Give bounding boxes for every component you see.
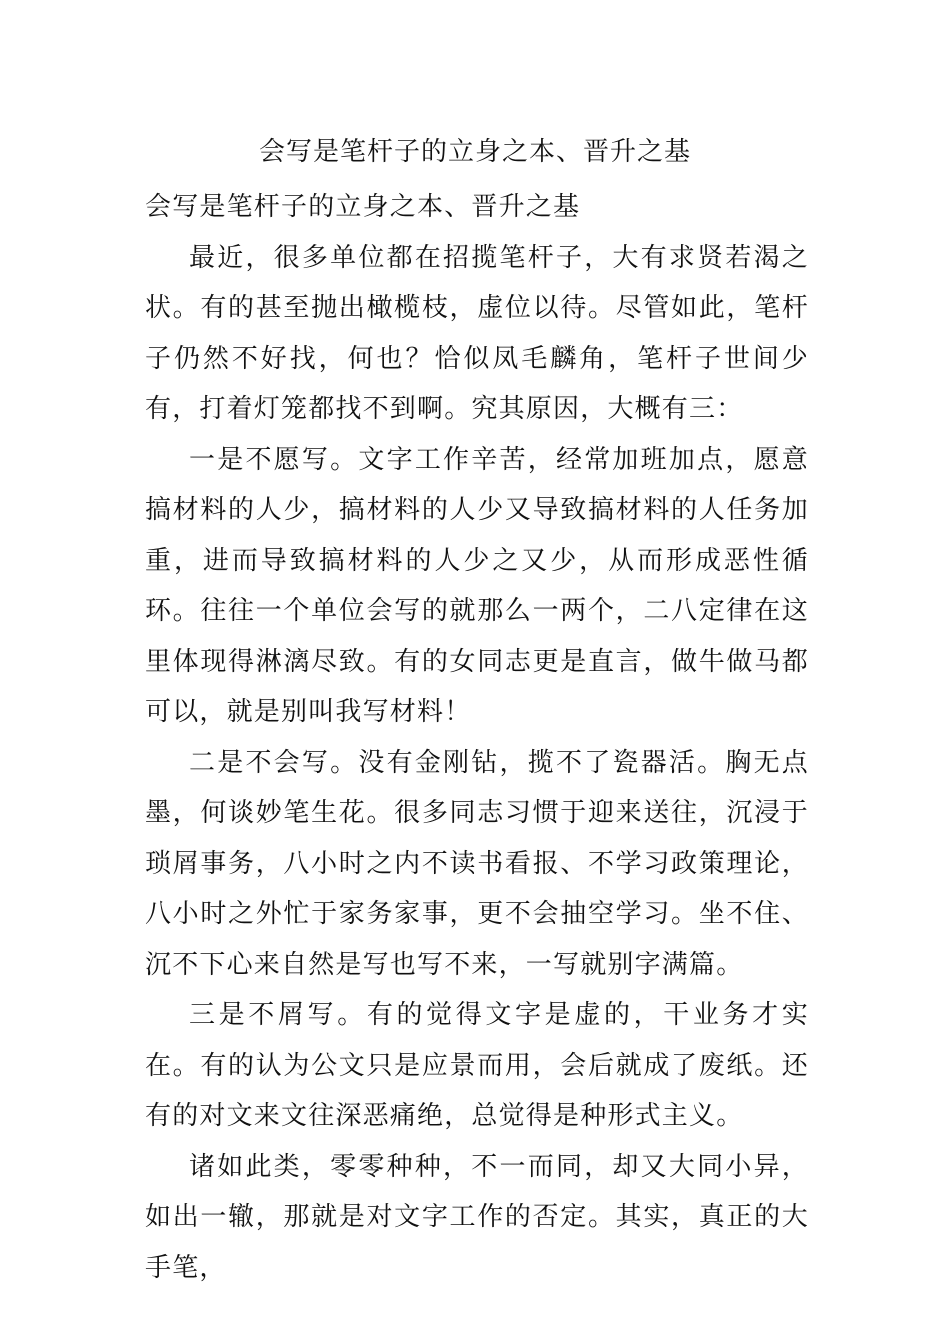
- document-title: 会写是笔杆子的立身之本、晋升之基: [258, 137, 691, 167]
- document-subtitle: 会写是笔杆子的立身之本、晋升之基: [145, 192, 581, 222]
- paragraph-reason-one: 一是不愿写。文字工作辛苦，经常加班加点，愿意搞材料的人少，搞材料的人少又导致搞材料的人任务加重，进而导致搞材料的人少之又少，从而形成恶性循环。往往一个单位会写的就那么一两个，二八定律在这里体现得淋漓尽致。有的女同志更是直言，做牛做马都可以，就是别叫我写材料！: [145, 444, 809, 727]
- paragraph-summary: 诸如此类，零零种种，不一而同，却又大同小异，如出一辙，那就是对文字工作的否定。其实，真正的大手笔，: [145, 1151, 809, 1283]
- document-body: [145, 182, 809, 1293]
- paragraph-reason-three: 三是不屑写。有的觉得文字是虚的，干业务才实在。有的认为公文只是应景而用，会后就成了废纸。还有的对文来文往深恶痛绝，总觉得是种形式主义。: [145, 1000, 809, 1131]
- paragraph-intro: 最近，很多单位都在招揽笔杆子，大有求贤若渴之状。有的甚至抛出橄榄枝，虚位以待。尽管如此，笔杆子仍然不好找，何也？恰似凤毛麟角，笔杆子世间少有，打着灯笼都找不到啊。究其原因，大概有三：: [145, 242, 809, 424]
- paragraph-reason-two: 二是不会写。没有金刚钻，揽不了瓷器活。胸无点墨，何谈妙笔生花。很多同志习惯于迎来送往，沉浸于琐屑事务，八小时之内不读书看报、不学习政策理论，八小时之外忙于家务家事，更不会抽空学习。坐不住、沉不下心来自然是写也写不来，一写就别字满篇。: [145, 747, 809, 980]
